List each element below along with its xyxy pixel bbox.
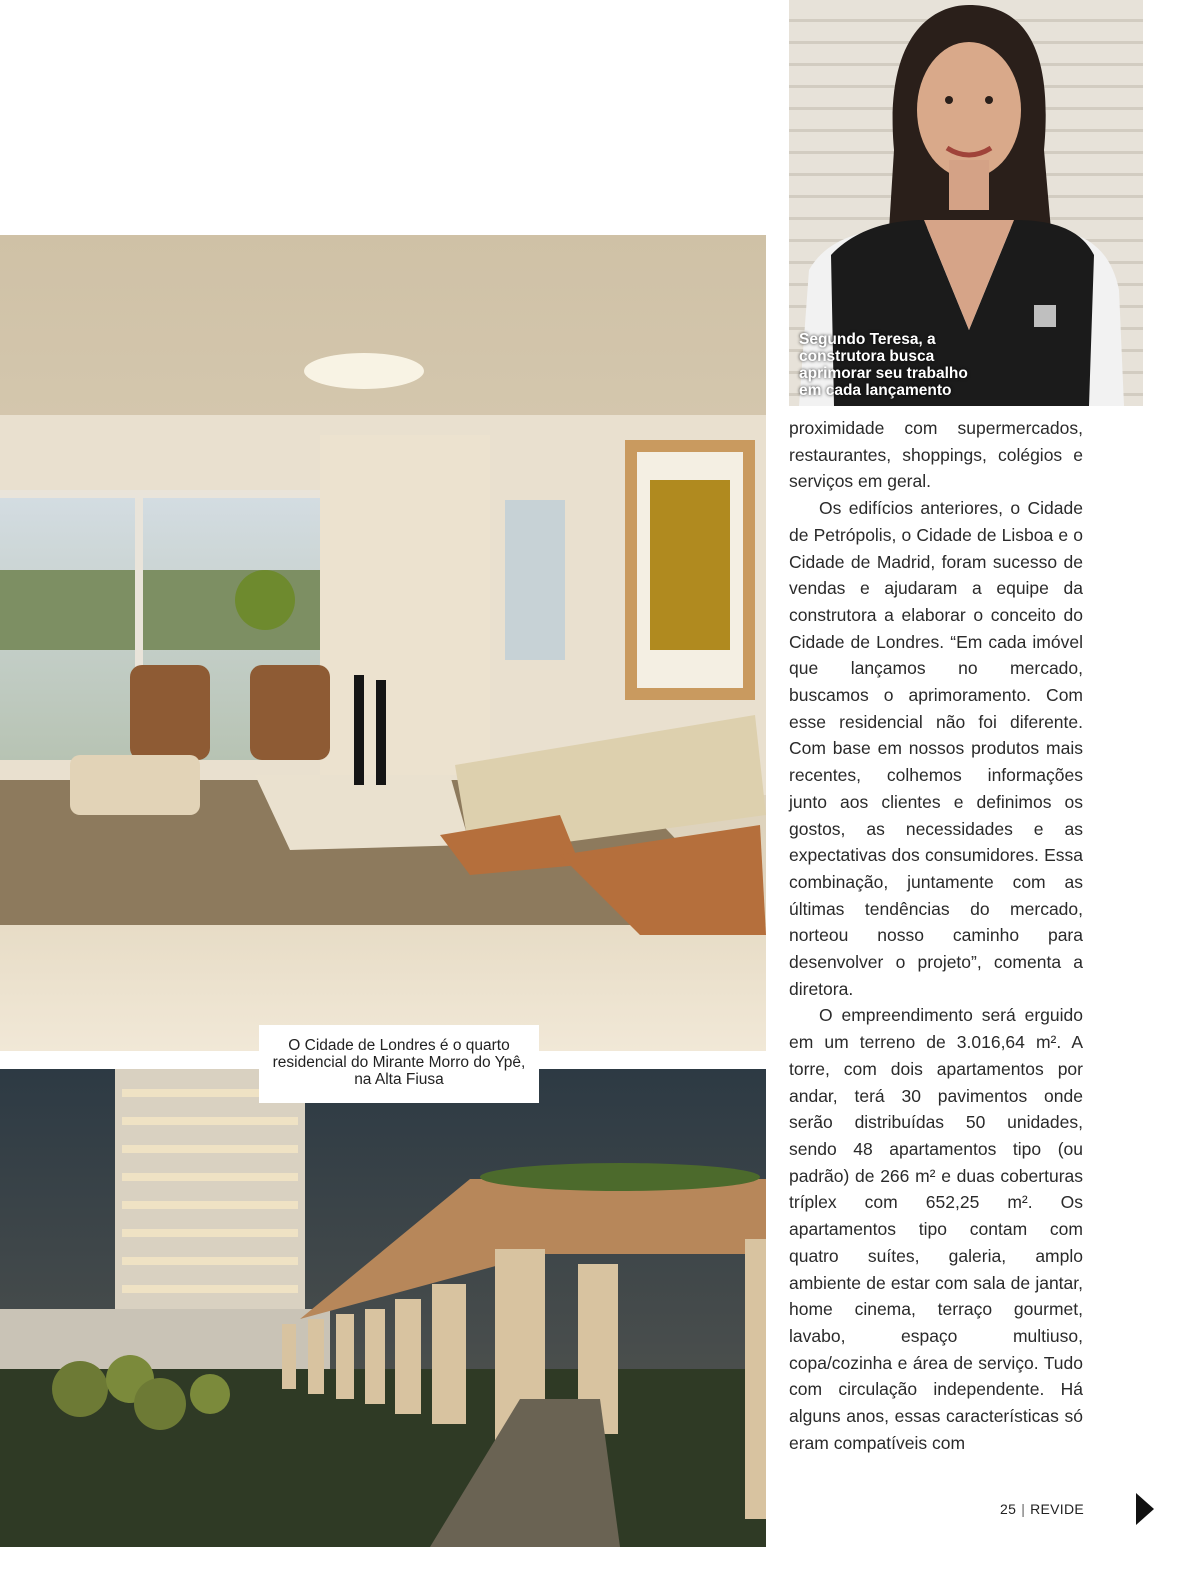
portrait-caption: Segundo Teresa, a construtora busca aprimorar seu trabalho em cada lançamento <box>799 331 968 399</box>
footer-separator: | <box>1021 1501 1026 1517</box>
next-page-arrow-icon[interactable] <box>1136 1493 1154 1525</box>
article-paragraph: proximidade com supermercados, restaurantes, shoppings, colégios e serviços em geral. <box>789 418 1083 492</box>
article-paragraph: O empreendimento será erguido em um terreno de 3.016,64 m². A torre, com dois apartamentos por andar, terá 30 pavimentos onde serão distribuídas 50 unidades, sendo 48 apartamentos tipo (ou padrão) de 266 m² e duas coberturas tríplex com 652,25 m². Os apartamentos tipo contam com quatro suítes, galeria, amplo ambiente de estar com sala de jantar, home cinema, terraço gourmet, lavabo, espaço multiuso, copa/cozinha e área de serviço. Tudo com circulação independente. Há alguns anos, essas características só eram compatíveis com <box>789 1005 1083 1453</box>
magazine-name: REVIDE <box>1030 1501 1085 1517</box>
building-exterior-photo <box>0 1069 766 1547</box>
page-number: 25 <box>1000 1501 1017 1517</box>
rendering-caption: O Cidade de Londres é o quarto residencial do Mirante Morro do Ypê, na Alta Fiusa <box>259 1025 539 1103</box>
page-footer <box>1000 1501 1084 1517</box>
article-paragraph: Os edifícios anteriores, o Cidade de Petrópolis, o Cidade de Lisboa e o Cidade de Madrid, foram sucesso de vendas e ajudaram a equipe da construtora a elaborar o conceito do Cidade de Londres. “Em cada imóvel que lançamos no mercado, buscamos o aprimoramento. Com esse residencial não foi diferente. Com base em nossos produtos mais recentes, colhemos informações junto aos clientes e definimos os gostos, as necessidades e as expectativas dos consumidores. Essa combinação, juntamente com as últimas tendências do mercado, norteou nosso caminho para desenvolver o projeto”, comenta a diretora. <box>789 498 1083 999</box>
article-body <box>789 415 1083 1456</box>
living-room-photo <box>0 235 766 1051</box>
